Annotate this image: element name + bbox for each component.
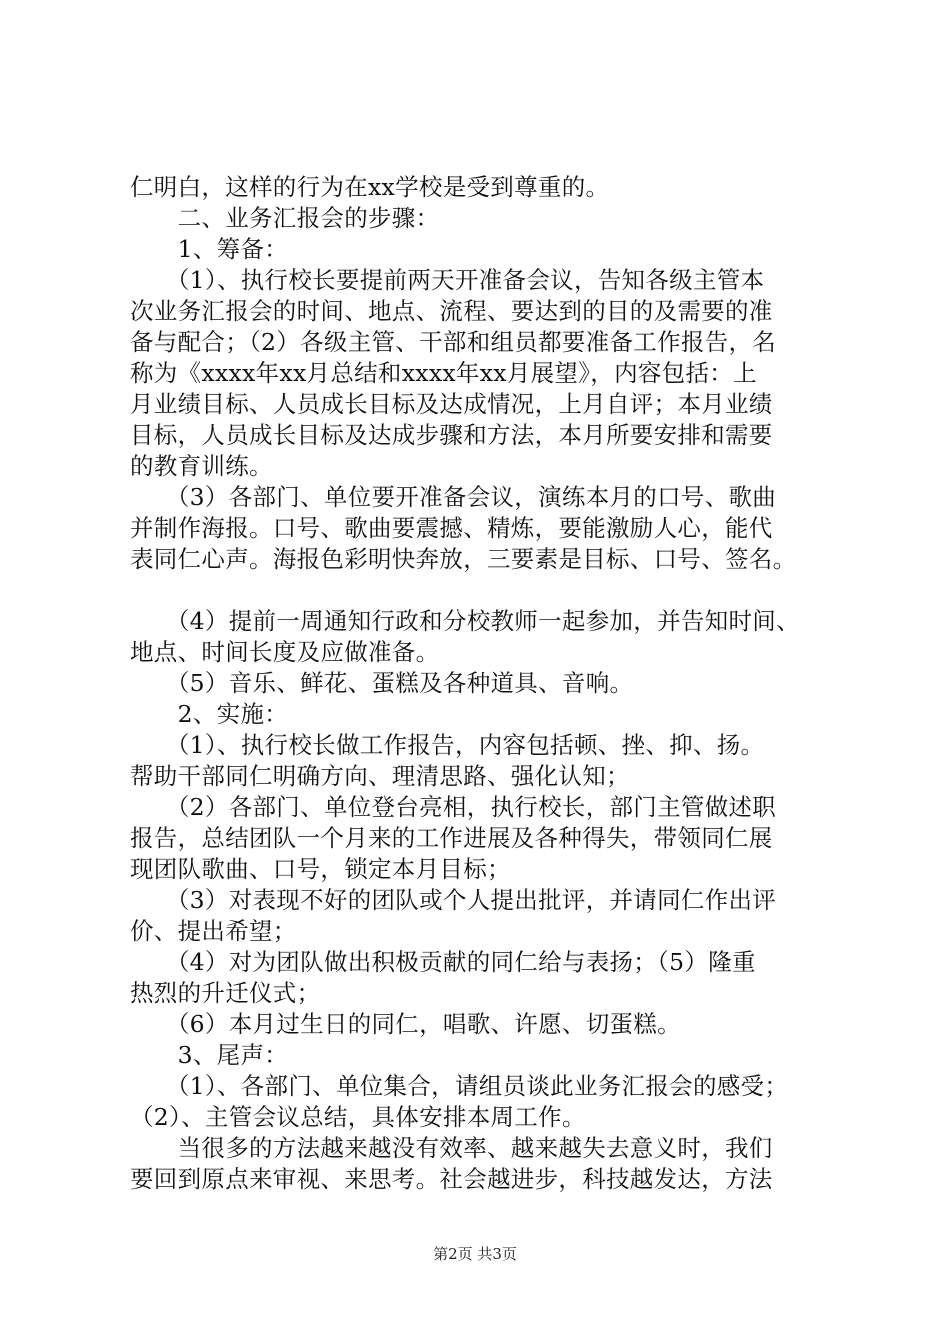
text-line: 目标，人员成长目标及达成步骤和方法，本月所要安排和需要: [130, 421, 773, 449]
text-line: （1）、各部门、单位集合，请组员谈此业务汇报会的感受；: [130, 1072, 789, 1100]
text-line: （4）提前一周通知行政和分校教师一起参加，并告知时间、: [130, 607, 800, 635]
page-footer: 第2页 共3页: [433, 1245, 517, 1263]
text-line: 仁明白，这样的行为在xx学校是受到尊重的。: [130, 173, 610, 201]
text-line: （3）对表现不好的团队或个人提出批评，并请同仁作出评: [130, 886, 777, 914]
text-line: 表同仁心声。海报色彩明快奔放，三要素是目标、口号、签名。: [130, 545, 797, 573]
text-line: 报告，总结团队一个月来的工作进展及各种得失，带领同仁展: [130, 824, 773, 852]
text-line: 帮助干部同仁明确方向、理清思路、强化认知；: [130, 762, 630, 790]
text-line: （3）各部门、单位要开准备会议，演练本月的口号、歌曲: [130, 483, 777, 511]
text-line: 的教育训练。: [130, 452, 273, 480]
text-line: （4）对为团队做出积极贡献的同仁给与表扬；（5）隆重: [130, 948, 756, 976]
text-line: 称为《xxxx年xx月总结和xxxx年xx月展望》，内容包括：上: [130, 359, 757, 387]
text-line: 月业绩目标、人员成长目标及达成情况，上月自评；本月业绩: [130, 390, 773, 418]
text-line: 备与配合；（2）各级主管、干部和组员都要准备工作报告，名: [130, 328, 777, 356]
text-line: （2）、主管会议总结，具体安排本周工作。: [130, 1103, 586, 1131]
text-line: 价、提出希望；: [130, 917, 297, 945]
text-line: 2、实施：: [130, 700, 289, 728]
text-line: 现团队歌曲、口号，锁定本月目标；: [130, 855, 511, 883]
text-line: 1、筹备：: [130, 235, 289, 263]
text-line: 热烈的升迁仪式；: [130, 979, 321, 1007]
text-line: 3、尾声：: [130, 1041, 289, 1069]
text-line: 当很多的方法越来越没有效率、越来越失去意义时，我们: [130, 1134, 773, 1162]
text-line: （2）各部门、单位登台亮相，执行校长，部门主管做述职: [130, 793, 777, 821]
paragraph-gap: [130, 575, 830, 606]
text-line: 地点、时间长度及应做准备。: [130, 638, 440, 666]
text-line: 并制作海报。口号、歌曲要震撼、精炼，要能激励人心，能代: [130, 514, 773, 542]
text-line: 次业务汇报会的时间、地点、流程、要达到的目的及需要的准: [130, 297, 773, 325]
text-line: （5）音乐、鲜花、蛋糕及各种道具、音响。: [130, 669, 634, 697]
text-line: 要回到原点来审视、来思考。社会越进步，科技越发达，方法: [130, 1165, 773, 1193]
text-line: 二、业务汇报会的步骤：: [130, 204, 440, 232]
text-line: （6）本月过生日的同仁，唱歌、许愿、切蛋糕。: [130, 1010, 681, 1038]
document-body: [130, 172, 830, 1195]
text-line: （1）、执行校长要提前两天开准备会议，告知各级主管本: [130, 266, 765, 294]
text-line: （1）、执行校长做工作报告，内容包括顿、挫、抑、扬。: [130, 731, 765, 759]
